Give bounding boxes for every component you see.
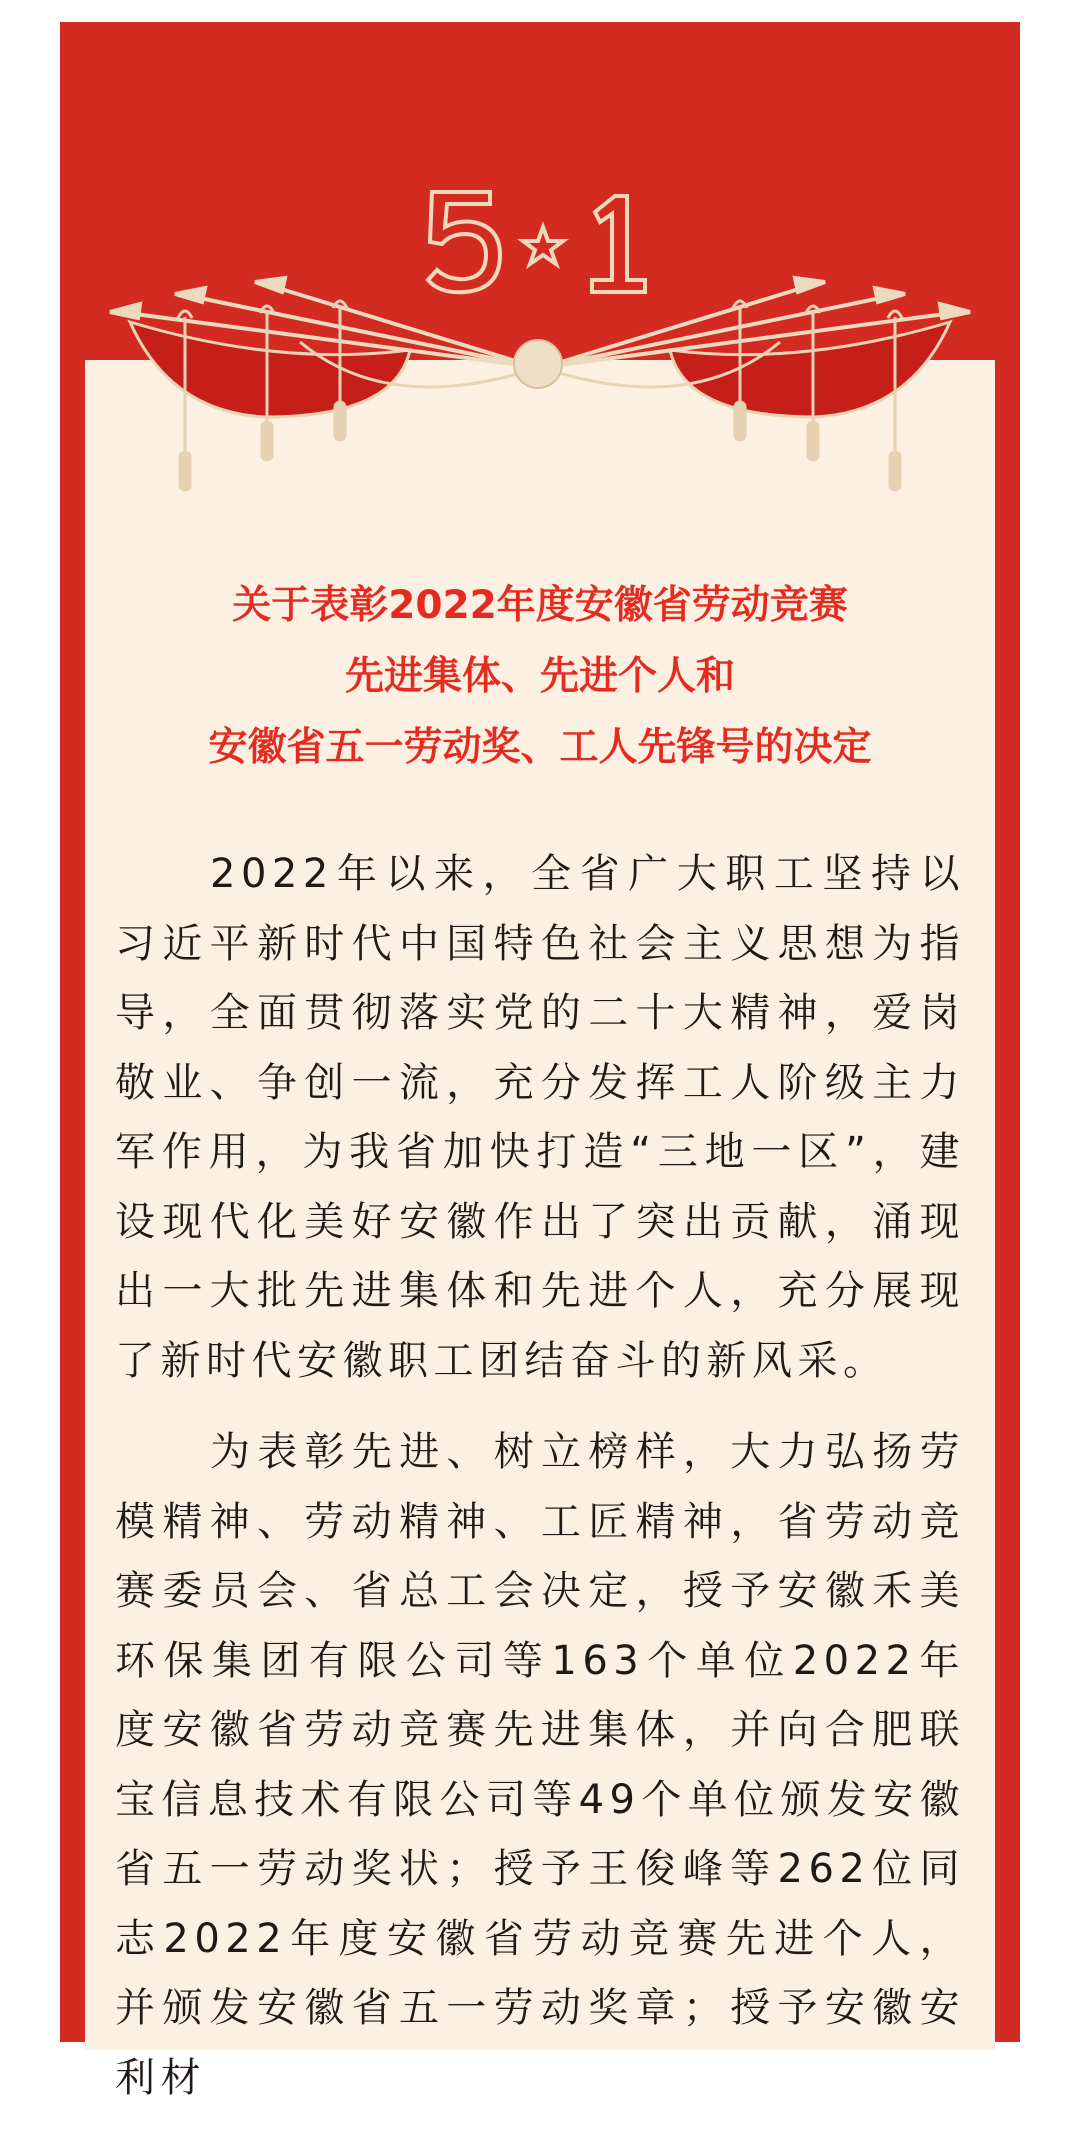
title-line-1: 关于表彰2022年度安徽省劳动竞赛 bbox=[232, 583, 848, 628]
document-body bbox=[115, 840, 965, 2135]
may-day-banner bbox=[60, 22, 1020, 522]
title-line-3: 安徽省五一劳动奖、工人先锋号的决定 bbox=[208, 725, 872, 770]
title-line-2: 先进集体、先进个人和 bbox=[344, 654, 735, 699]
document-title bbox=[85, 570, 995, 783]
paragraph-2: 为表彰先进、树立榜样，大力弘扬劳模精神、劳动精神、工匠精神，省劳动竞赛委员会、省总工会决定，授予安徽禾美环保集团有限公司等163个单位2022年度安徽省劳动竞赛先进集体，并向合肥联宝信息技术有限公司等49个单位颁发安徽省五一劳动奖状；授予王俊峰等262位同志2022年度安徽省劳动竞赛先进个人，并颁发安徽省五一劳动奖章；授予安徽安利材 bbox=[115, 1429, 965, 2101]
paragraph-1: 2022年以来，全省广大职工坚持以习近平新时代中国特色社会主义思想为指导，全面贯彻落实党的二十大精神，爱岗敬业、争创一流，充分发挥工人阶级主力军作用，为我省加快打造“三地一区”，建设现代化美好安徽作出了突出贡献，涌现出一大批先进集体和先进个人，充分展现了新时代安徽职工团结奋斗的新风采。 bbox=[115, 851, 965, 1384]
may-first-badge bbox=[428, 192, 645, 292]
curtain-left bbox=[130, 322, 410, 417]
center-ornament bbox=[514, 340, 562, 388]
curtain-right bbox=[670, 322, 950, 417]
